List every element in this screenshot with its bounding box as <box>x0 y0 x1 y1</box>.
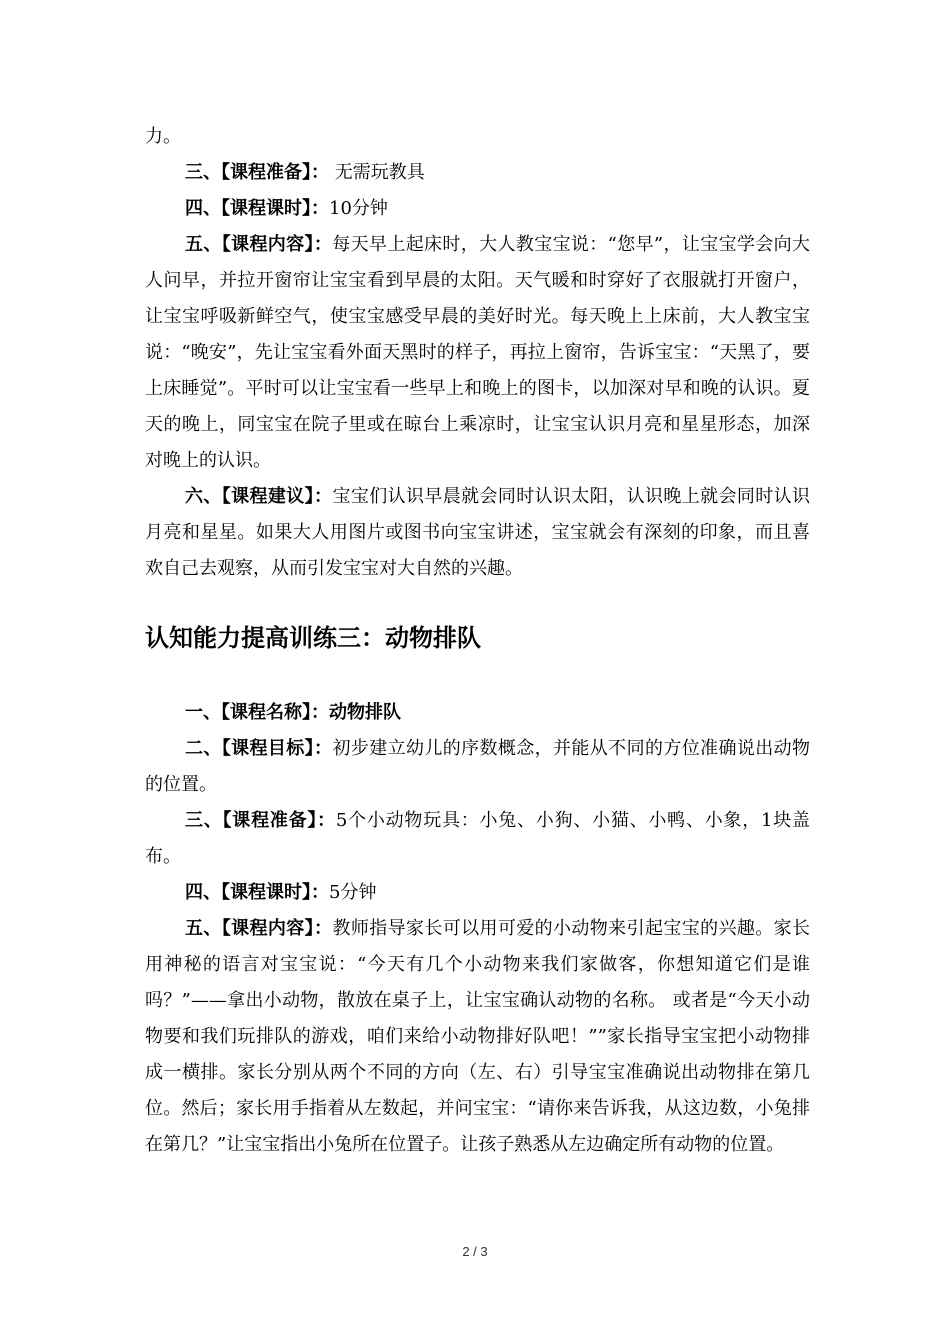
page-content <box>145 119 810 1163</box>
item-label: 五、【课程内容】： <box>185 234 333 255</box>
prev-suggestion <box>145 479 810 587</box>
item-label: 四、【课程课时】： <box>185 198 329 219</box>
item-text: 动物排队 <box>329 702 401 723</box>
prev-duration <box>145 191 810 227</box>
item-text: 宝宝们认识早晨就会同时认识太阳，认识晚上就会同时认识月亮和星星。如果大人用图片或图书向宝宝讲述，宝宝就会有深刻的印象，而且喜欢自己去观察，从而引发宝宝对大自然的兴趣。 <box>145 486 811 579</box>
item-text: 5个小动物玩具：小兔、小狗、小猫、小鸭、小象，1块盖布。 <box>145 810 810 867</box>
prev-content <box>145 227 810 479</box>
item-label: 二、【课程目标】： <box>185 738 333 759</box>
item-text: 10分钟 <box>329 198 388 219</box>
item-text: 5分钟 <box>329 882 377 903</box>
item-label: 六、【课程建议】： <box>185 486 333 507</box>
course-preparation <box>145 803 810 875</box>
item-text: 无需玩教具 <box>329 162 425 183</box>
course-duration <box>145 875 810 911</box>
item-text: 教师指导家长可以用可爱的小动物来引起宝宝的兴趣。家长用神秘的语言对宝宝说：“今天有几个小动物来我们家做客，你想知道它们是谁吗？”——拿出小动物，散放在桌子上，让宝宝确认动物的名称。 或者是“今天小动物要和我们玩排队的游戏，咱们来给小动物排好队吧！””家长指导宝宝把小动物排成一横排。家长分别从两个不同的方向（左、右）引导宝宝准确说出动物排在第几位。然后；家长用手指着从左数起，并问宝宝：“请你来告诉我，从这边数，小兔排在第几？”让宝宝指出小兔所在位置子。让孩子熟悉从左边确定所有动物的位置。 <box>145 918 811 1155</box>
item-text: 初步建立幼儿的序数概念，并能从不同的方位准确说出动物的位置。 <box>145 738 811 795</box>
course-content <box>145 911 810 1163</box>
item-text: 每天早上起床时，大人教宝宝说：“您早”，让宝宝学会向大人问早，并拉开窗帘让宝宝看到早晨的太阳。天气暖和时穿好了衣服就打开窗户，让宝宝呼吸新鲜空气，使宝宝感受早晨的美好时光。每天晚上上床前，大人教宝宝说：“晚安”，先让宝宝看外面天黑时的样子，再拉上窗帘，告诉宝宝：“天黑了，要上床睡觉”。平时可以让宝宝看一些早上和晚上的图卡，以加深对早和晚的认识。夏天的晚上，同宝宝在院子里或在晾台上乘凉时，让宝宝认识月亮和星星形态，加深对晚上的认识。 <box>145 234 811 471</box>
item-label: 三、【课程准备】： <box>185 162 329 183</box>
item-label: 四、【课程课时】： <box>185 882 329 903</box>
course-name <box>145 695 810 731</box>
page-number: 2 / 3 <box>462 1244 488 1259</box>
item-label: 三、【课程准备】： <box>185 810 336 831</box>
prev-preparation <box>145 155 810 191</box>
section-heading: 认知能力提高训练三：动物排队 <box>145 624 481 652</box>
course-goal <box>145 731 810 803</box>
item-label: 一、【课程名称】： <box>185 702 329 723</box>
paragraph-tail: 力。 <box>145 126 181 147</box>
item-label: 五、【课程内容】： <box>185 918 333 939</box>
